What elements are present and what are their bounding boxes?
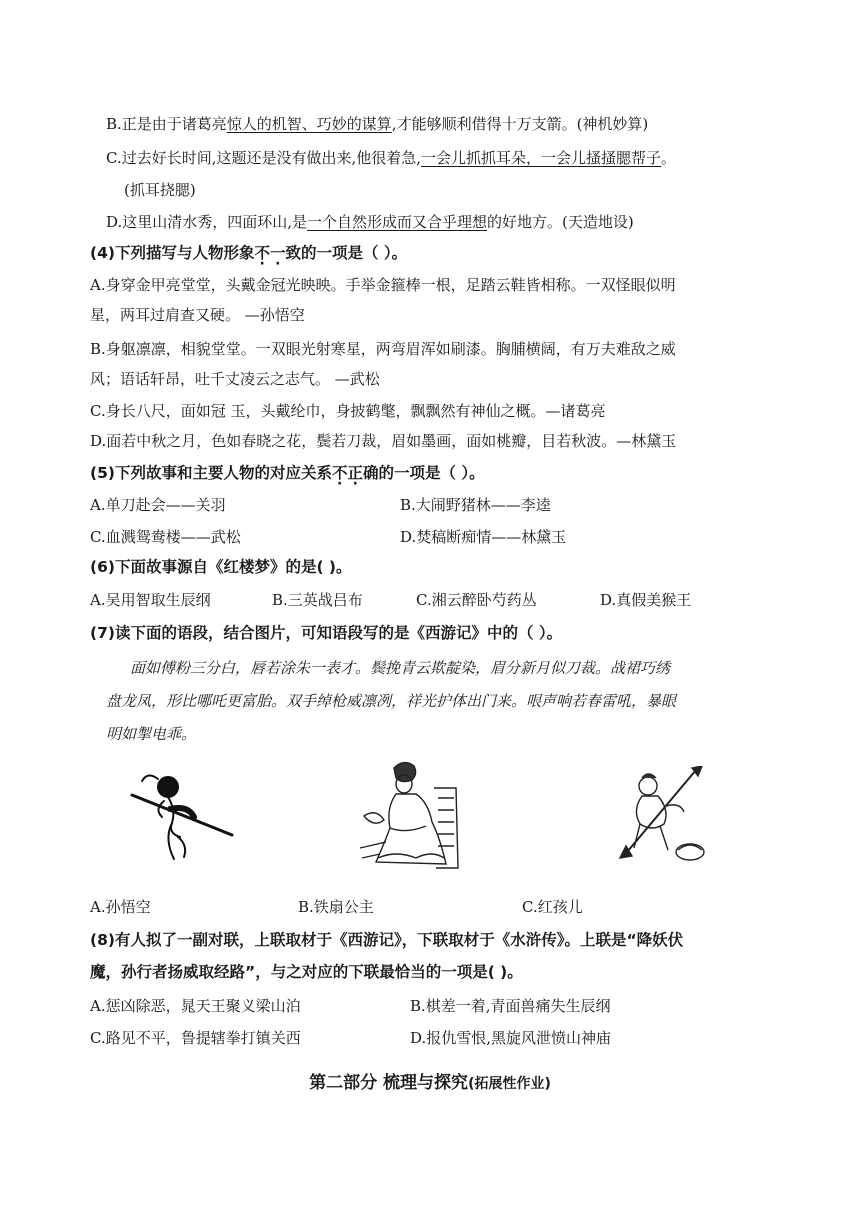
q6-option-d: D.真假美猴王 xyxy=(600,591,692,609)
q6-option-b: B.三英战吕布 xyxy=(272,591,363,609)
q8-option-a: A.惩凶除恶，晁天王聚义梁山泊 xyxy=(90,997,301,1015)
q8-option-d: D.报仇雪恨,黑旋风泄愤山神庙 xyxy=(410,1029,612,1047)
q4-option-a-line1: A.身穿金甲亮堂堂，头戴金冠光映映。手举金箍棒一根，足踏云鞋皆相称。一双怪眼似明 xyxy=(90,276,676,294)
question-4-stem: (4)下列描写与人物形象不一致的一项是（ ）。 xyxy=(90,244,408,262)
section-title: 第二部分 梳理与探究(拓展性作业) xyxy=(309,1073,551,1093)
q7-option-a: A.孙悟空 xyxy=(90,898,151,916)
option-b: B.正是由于诸葛亮惊人的机智、巧妙的谋算,才能够顺利借得十万支箭。(神机妙算) xyxy=(106,115,649,133)
underlined-phrase: 一会儿抓抓耳朵，一会儿搔搔腮帮子 xyxy=(421,149,662,167)
q7-passage-line2: 盘龙凤，形比哪吒更富胎。双手绰枪威凛冽，祥光护体出门来。哏声响若春雷吼，暴眼 xyxy=(106,692,677,710)
q8-option-b: B.棋差一着,青面兽痛失生辰纲 xyxy=(410,997,611,1015)
option-c-continued: (抓耳挠腮) xyxy=(124,181,196,199)
question-8-stem-line1: (8)有人拟了一副对联，上联取材于《西游记》，下联取材于《水浒传》。上联是“降妖伏 xyxy=(90,931,684,949)
question-5-stem: (5)下列故事和主要人物的对应关系不正确的一项是（ ）。 xyxy=(90,464,485,482)
question-8-stem-line2: 魔，孙行者扬威取经路”，与之对应的下联最恰当的一项是( )。 xyxy=(90,963,523,981)
q8-option-c: C.路见不平，鲁提辖拳打镇关西 xyxy=(90,1029,301,1047)
q4-option-d: D.面若中秋之月，色如春晓之花，鬓若刀裁，眉如墨画，面如桃瓣，目若秋波。—林黛玉 xyxy=(90,432,677,450)
q5-option-a: A.单刀赴会——关羽 xyxy=(90,496,226,514)
q4-option-b-line2: 风；语话轩昂，吐千丈凌云之志气。 —武松 xyxy=(90,370,380,388)
option-c: C.过去好长时间,这题还是没有做出来,他很着急,一会儿抓抓耳朵，一会儿搔搔腮帮子。 xyxy=(106,149,677,167)
q6-option-a: A.吴用智取生辰纲 xyxy=(90,591,211,609)
q4-option-c: C.身长八尺，面如冠 玉，头戴纶巾，身披鹤氅，飘飘然有神仙之概。—诸葛亮 xyxy=(90,402,606,420)
underlined-phrase: 惊人的机智、巧妙的谋算 xyxy=(226,115,392,133)
q4-option-b-line1: B.身躯凛凛，相貌堂堂。一双眼光射寒星，两弯眉浑如刷漆。胸脯横阔，有万夫难敌之威 xyxy=(90,340,676,358)
q6-option-c: C.湘云醉卧芍药丛 xyxy=(416,591,537,609)
q7-passage-line3: 明如掣电乖。 xyxy=(106,725,197,743)
q5-option-d: D.焚稿断痴情——林黛玉 xyxy=(400,528,567,546)
red-boy-illustration xyxy=(612,766,710,866)
question-7-stem: (7)读下面的语段，结合图片，可知语段写的是《西游记》中的（ ）。 xyxy=(90,624,563,642)
option-d: D.这里山清水秀，四面环山,是一个自然形成而又合乎理想的好地方。(天造地设) xyxy=(106,213,634,231)
q5-option-b: B.大闹野猪林——李逵 xyxy=(400,496,551,514)
q7-passage-line1: 面如傅粉三分白，唇若涂朱一表才。鬓挽青云欺靛染，眉分新月似刀裁。战裙巧绣 xyxy=(130,659,671,677)
underlined-phrase: 一个自然形成而又合乎理想 xyxy=(307,213,488,231)
q7-option-b: B.铁扇公主 xyxy=(298,898,374,916)
q4-option-a-line2: 星，两耳过肩查又硬。 —孙悟空 xyxy=(90,306,305,324)
question-6-stem: (6)下面故事源自《红楼梦》的是( )。 xyxy=(90,558,352,576)
q5-option-c: C.血溅鸳鸯楼——武松 xyxy=(90,528,241,546)
q7-option-c: C.红孩儿 xyxy=(522,898,583,916)
iron-fan-princess-illustration xyxy=(356,758,466,876)
monkey-king-illustration xyxy=(128,765,236,865)
section-subtitle: (拓展性作业) xyxy=(468,1076,551,1092)
